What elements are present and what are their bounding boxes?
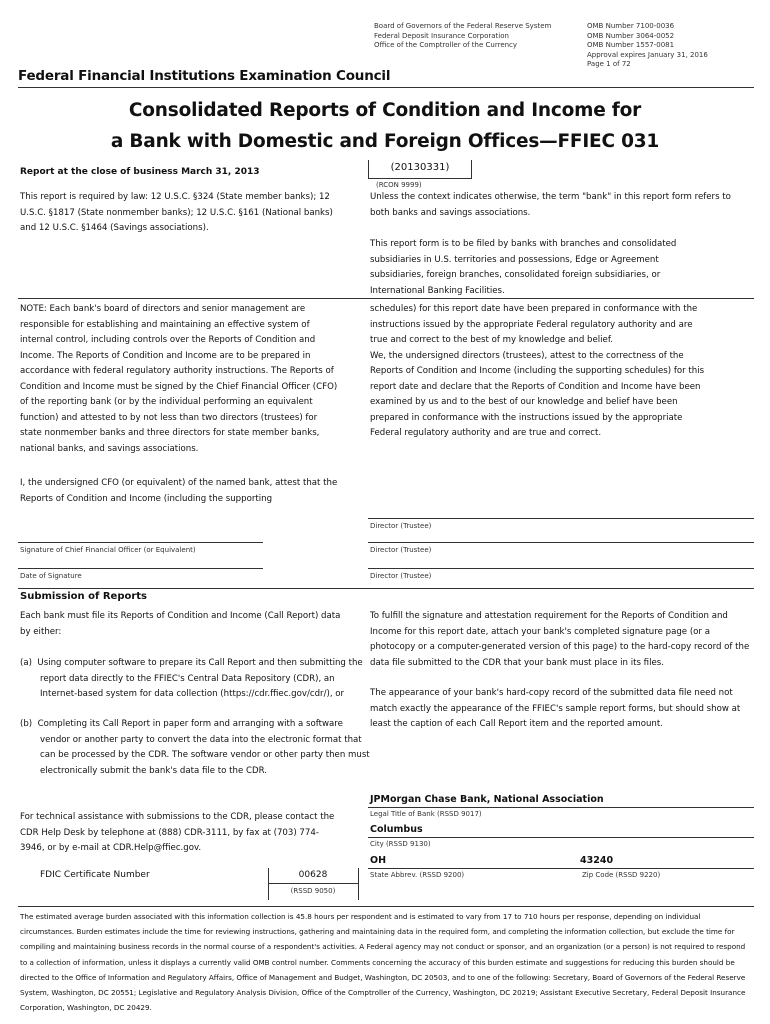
fdic-rssd-label: (RSSD 9050) — [290, 887, 336, 895]
divider — [18, 588, 754, 589]
bank-city[interactable]: Columbus — [370, 824, 423, 835]
council-name: Federal Financial Institutions Examination Council — [18, 68, 391, 84]
zip-label: Zip Code (RSSD 9220) — [582, 871, 661, 879]
agency-occ: Office of the Comptroller of the Currency — [374, 41, 518, 49]
director-2-label: Director (Trustee) — [370, 546, 432, 554]
fdic-line — [268, 883, 358, 884]
bank-state[interactable]: OH — [370, 855, 387, 866]
note-paragraph: NOTE: Each bank's board of directors and senior management are responsible for establishing and maintaining an effective system of internal control, including controls over the Reports of Condition and Income. The Reports of Condition and Income are to be prepared in accordance with federal regulatory authority instructions. The Reports of Condition and Income must be signed by the Chief Financial Officer (CFO) of the reporting bank (or by the individual performing an equivalent function) and attested to by not less than two directors (trustees) for state nonmember banks and three directors for state member banks, national banks, and savings associations. — [20, 304, 338, 454]
report-date-field[interactable]: (20130331) — [368, 160, 472, 179]
director-1-line[interactable] — [368, 518, 754, 519]
director-2-line[interactable] — [368, 542, 754, 543]
schedules-paragraph: schedules) for this report date have been prepared in conformance with the instructions issued by the appropriate Federal regulatory authority and are true and correct to the best of my knowledge and belief. — [370, 304, 698, 345]
law-statement: This report is required by law: 12 U.S.C. §324 (State member banks); 12 U.S.C. §1817 (State nonmember banks); 12 U.S.C. §161 (National banks) and 12 U.S.C. §1464 (Savings associations). — [20, 192, 333, 233]
rcon-code: (RCON 9999) — [376, 181, 422, 189]
agency-fdic: Federal Deposit Insurance Corporation — [374, 31, 509, 40]
option-a: (a) Using computer software to prepare its Call Report and then submitting the report data directly to the FFIEC's Central Data Repository (CDR), an Internet-based system for data collection (https://cdr.ffiec.gov/cdr/), or — [20, 658, 363, 699]
title-line-2: a Bank with Domestic and Foreign Offices—FFIEC 031 — [110, 131, 660, 152]
omb-number-3: OMB Number 1557-0081 — [587, 41, 675, 49]
filing-statement: This report form is to be filed by banks with branches and consolidated subsidiaries in U.S. territories and possessions, Edge or Agreement subsidiaries, foreign branches, consolidated foreign subsidiaries, or International Banking Facilities. — [370, 239, 677, 296]
bank-zip[interactable]: 43240 — [580, 855, 614, 866]
option-b: (b) Completing its Call Report in paper form and arranging with a software vendor or another party to convert the data into the electronic format that can be processed by the CDR. The software vendor or other party then must electronically submit the bank's data file to the CDR. — [20, 719, 370, 776]
omb-number-1: OMB Number 7100-0036 — [587, 22, 675, 30]
directors-paragraph: We, the undersigned directors (trustees), attest to the correctness of the Reports of Condition and Income (including the supporting schedules) for this report date and declare that the Reports of Condition and Income have been examined by us and to the best of our knowledge and belief have been prepared in conformance with the instructions issued by the appropriate Federal regulatory authority and are true and correct. — [370, 350, 705, 438]
approval-expires: Approval expires January 31, 2016 — [587, 50, 708, 59]
report-close-label: Report at the close of business March 31, 2013 — [20, 167, 260, 177]
fdic-box-right — [358, 868, 359, 900]
fulfill-paragraph: To fulfill the signature and attestation requirement for the Reports of Condition and Income for this report date, attach your bank's completed signature page (or a photocopy or a computer-generated version of this page) to the hard-copy record of the data file submitted to the CDR that your bank must place in its files. — [370, 611, 750, 668]
cfo-attestation: I, the undersigned CFO (or equivalent) of the named bank, attest that the Reports of Condition and Income (including the supporting — [20, 478, 338, 504]
agency-frb: Board of Governors of the Federal Reserve System — [374, 22, 552, 30]
bank-name-line — [368, 807, 754, 808]
state-zip-line — [368, 868, 754, 869]
submission-intro: Each bank must file its Reports of Condition and Income (Call Report) data by either: — [20, 611, 341, 637]
agency-list — [374, 22, 584, 51]
tech-assistance: For technical assistance with submissions to the CDR, please contact the CDR Help Desk by telephone at (888) CDR-3111, by fax at (703) 774-3946, or by e-mail at CDR.Help@ffiec.gov. — [20, 812, 335, 853]
omb-info — [587, 22, 757, 70]
page-number: Page 1 of 72 — [587, 60, 631, 68]
director-1-label: Director (Trustee) — [370, 522, 432, 530]
signature-date-label: Date of Signature — [20, 572, 82, 580]
divider — [18, 87, 754, 88]
omb-number-2: OMB Number 3064-0052 — [587, 31, 675, 40]
cfo-signature-line[interactable] — [18, 542, 263, 543]
director-3-label: Director (Trustee) — [370, 572, 432, 580]
divider — [18, 298, 754, 299]
cfo-signature-label: Signature of Chief Financial Officer (or Equivalent) — [20, 546, 196, 554]
fdic-box-left — [268, 868, 269, 900]
city-label: City (RSSD 9130) — [370, 840, 431, 848]
page-title — [0, 95, 770, 157]
attestation-text — [370, 302, 710, 442]
director-3-line[interactable] — [368, 568, 754, 569]
city-line — [368, 837, 754, 838]
bank-legal-title[interactable]: JPMorgan Chase Bank, National Association — [370, 794, 604, 805]
bank-name-label: Legal Title of Bank (RSSD 9017) — [370, 810, 482, 818]
submission-heading: Submission of Reports — [20, 591, 148, 602]
state-label: State Abbrev. (RSSD 9200) — [370, 871, 465, 879]
context-statement: Unless the context indicates otherwise, the term "bank" in this report form refers to both banks and savings associations. — [370, 192, 731, 218]
fdic-certificate-label: FDIC Certificate Number — [40, 870, 150, 880]
divider — [18, 906, 754, 907]
signature-date-line[interactable] — [18, 568, 263, 569]
appearance-paragraph: The appearance of your bank's hard-copy record of the submitted data file need not match exactly the appearance of the FFIEC's sample report forms, but should show at least the caption of each Call Report item and the reported amount. — [370, 688, 741, 729]
fdic-certificate-number[interactable]: 00628 — [298, 870, 328, 880]
title-line-1: Consolidated Reports of Condition and Income for — [128, 100, 642, 121]
burden-statement: The estimated average burden associated with this information collection is 45.8 hours per respondent and is estimated to vary from 17 to 710 hours per response, depending on individual circumstances. Burden estimates include the time for reviewing instructions, gathering and maintaining data in the required form, and completing the information collection, but exclude the time for compiling and maintaining business records in the normal course of a respondent's activities. A Federal agency may not conduct or sponsor, and an organization (or a person) is not required to respond to a collection of information, unless it displays a currently valid OMB control number. Comments concerning the accuracy of this burden estimate and suggestions for reducing this burden should be directed to the Office of Information and Regulatory Affairs, Office of Management and Budget, Washington, DC 20503, and to one of the following: Secretary, Board of Governors of the Federal Reserve System, Washington, DC 20551; Legislative and Regulatory Analysis Division, Office of the Comptroller of the Currency, Washington, DC 20219; Assistant Executive Secretary, Federal Deposit Insurance Corporation, Washington, DC 20429. — [20, 912, 746, 1013]
